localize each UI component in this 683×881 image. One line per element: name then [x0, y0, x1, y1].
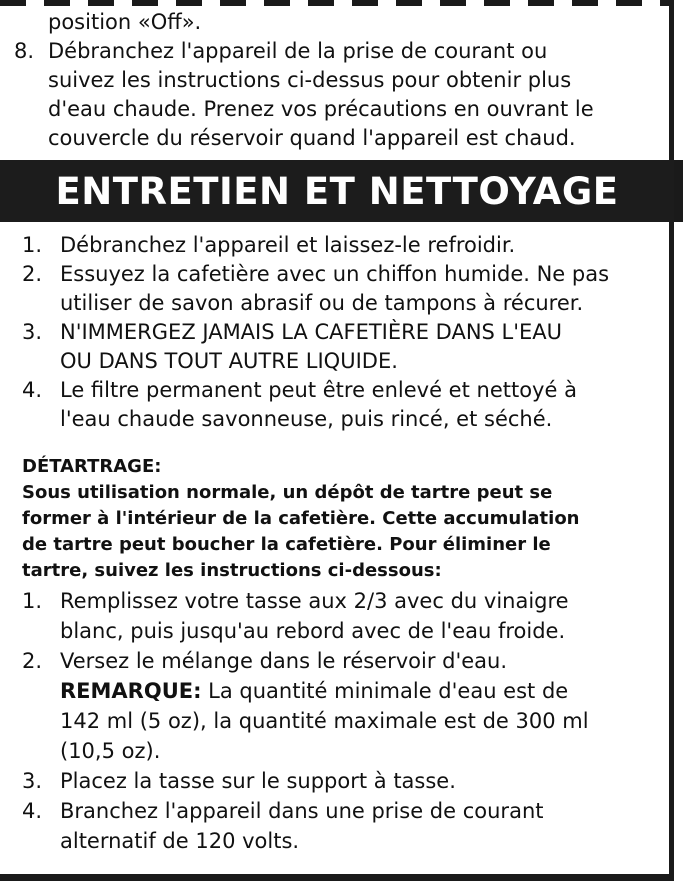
list-item [22, 766, 662, 796]
descaling-heading: DÉTARTRAGE: [22, 456, 162, 477]
list-line: OU DANS TOUT AUTRE LIQUIDE. [60, 349, 398, 373]
intro-line: de tartre peut boucher la cafetière. Pour éliminer le [22, 534, 551, 555]
list-line: blanc, puis jusqu'au rebord avec de l'eau froide. [60, 619, 566, 643]
side-tab-marker [674, 160, 683, 222]
list-number: 2. [22, 262, 43, 286]
remark-line: (10,5 oz). [60, 739, 161, 763]
list-item [22, 586, 662, 646]
list-line: utiliser de savon abrasif ou de tampons à récurer. [60, 291, 584, 315]
list-line: alternatif de 120 volts. [60, 829, 300, 853]
section-banner [0, 160, 674, 222]
list-line: suivez les instructions ci-dessus pour obtenir plus [48, 68, 572, 92]
list-number: 3. [22, 769, 43, 793]
list-number: 8. [14, 39, 35, 63]
continued-line: position «Off». [48, 10, 202, 34]
list-line: Placez la tasse sur le support à tasse. [60, 769, 456, 793]
list-line: N'IMMERGEZ JAMAIS LA CAFETIÈRE DANS L'EAU [60, 320, 563, 344]
remark-label: REMARQUE: [60, 679, 202, 703]
remark-text: La quantité minimale d'eau est de [201, 679, 569, 703]
list-number: 3. [22, 320, 43, 344]
list-number: 2. [22, 649, 43, 673]
bottom-rule [0, 874, 674, 881]
list-line: d'eau chaude. Prenez vos précautions en ouvrant le [48, 97, 594, 121]
list-item [22, 318, 662, 376]
list-line: Débranchez l'appareil de la prise de courant ou [48, 39, 548, 63]
list-line: Débranchez l'appareil et laissez-le refroidir. [60, 233, 516, 257]
list-item [14, 37, 664, 153]
list-line: l'eau chaude savonneuse, puis rincé, et séché. [60, 407, 553, 431]
list-number: 1. [22, 589, 43, 613]
list-number: 1. [22, 233, 43, 257]
list-line: couvercle du réservoir quand l'appareil est chaud. [48, 126, 576, 150]
intro-line: Sous utilisation normale, un dépôt de tartre peut se [22, 482, 553, 503]
list-item [22, 231, 662, 260]
list-number: 4. [22, 799, 43, 823]
list-item [22, 376, 662, 434]
remark-line: 142 ml (5 oz), la quantité maximale est de 300 ml [60, 709, 589, 733]
list-line: Remplissez votre tasse aux 2/3 avec du vinaigre [60, 589, 569, 613]
previous-section-text [14, 8, 664, 153]
descaling-intro [22, 454, 662, 584]
list-number: 4. [22, 378, 43, 402]
top-dashed-border [0, 0, 672, 6]
section-title: ENTRETIEN ET NETTOYAGE [55, 169, 619, 213]
list-line: Essuyez la cafetière avec un chiffon humide. Ne pas [60, 262, 610, 286]
cleaning-steps-list [22, 231, 662, 434]
intro-line: tartre, suivez les instructions ci-dessous: [22, 560, 442, 581]
list-line: Le filtre permanent peut être enlevé et nettoyé à [60, 378, 577, 402]
list-item [22, 646, 662, 766]
list-item [22, 260, 662, 318]
list-line: Versez le mélange dans le réservoir d'eau. [60, 649, 508, 673]
list-item [22, 796, 662, 856]
descaling-steps-list [22, 586, 662, 856]
intro-line: former à l'intérieur de la cafetière. Cette accumulation [22, 508, 580, 529]
list-line: Branchez l'appareil dans une prise de courant [60, 799, 544, 823]
remark-line [60, 676, 662, 706]
